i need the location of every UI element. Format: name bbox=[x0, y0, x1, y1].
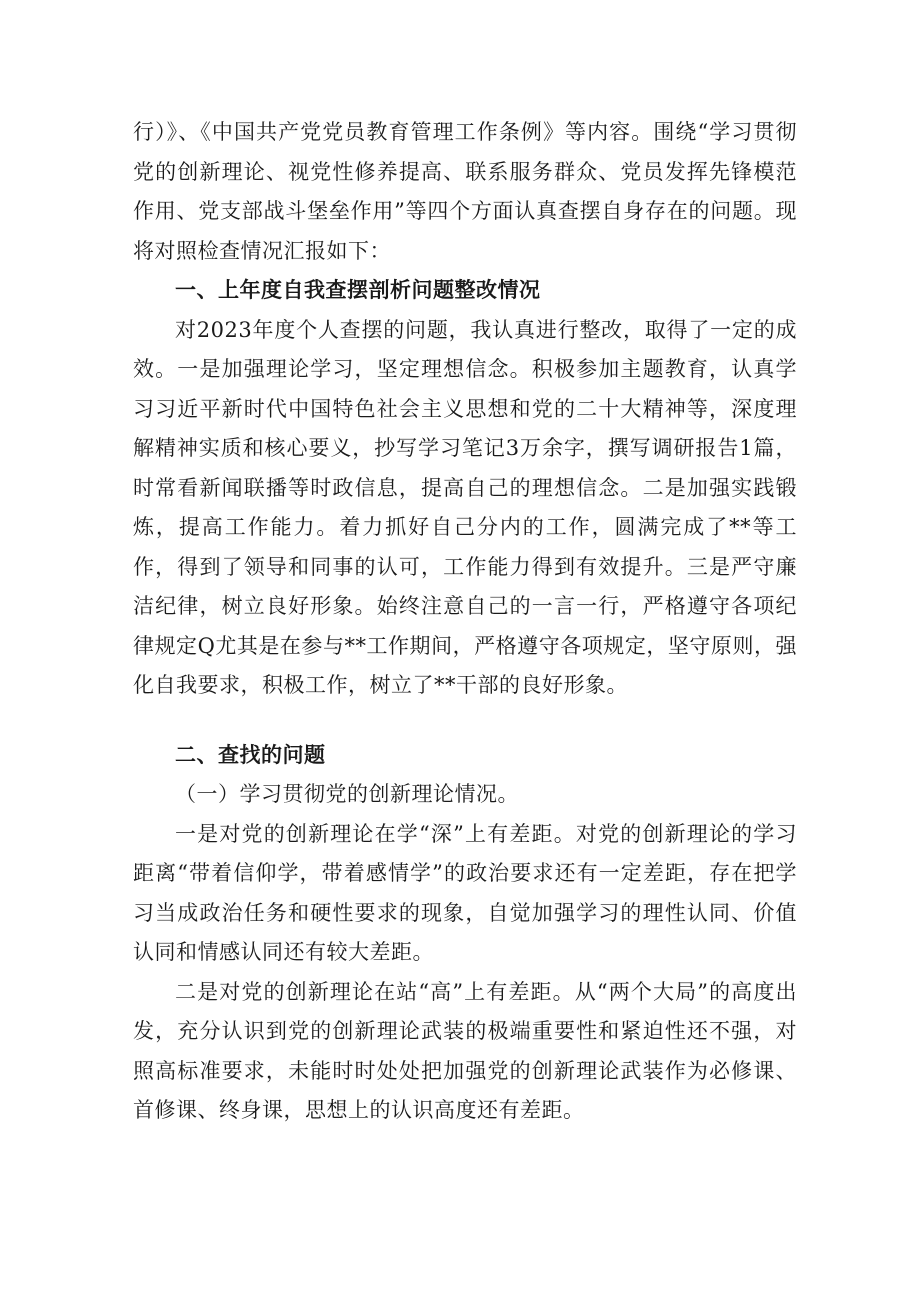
section-2-heading: 二、查找的问题 bbox=[175, 742, 326, 767]
section-1-paragraph: 对2023年度个人查摆的问题，我认真进行整改，取得了一定的成效。一是加强理论学习，坚定理想信念。积极参加主题教育，认真学习习近平新时代中国特色社会主义思想和党的二十大精神等，深度理解精神实质和核心要义，抄写学习笔记3万余字，撰写调研报告1篇，时常看新闻联播等时政信息，提高自己的理想信念。二是加强实践锻炼，提高工作能力。着力抓好自己分内的工作，圆满完成了**等工作，得到了领导和同事的认可，工作能力得到有效提升。三是严守廉洁纪律，树立良好形象。始终注意自己的一言一行，严格遵守各项纪律规定Q尤其是在参与**工作期间，严格遵守各项规定，坚守原则，强化自我要求，积极工作，树立了**干部的良好形象。 bbox=[133, 317, 797, 697]
section-1-heading: 一、上年度自我查摆剖析问题整改情况 bbox=[175, 278, 541, 302]
section-spacer bbox=[133, 706, 797, 736]
section-2-paragraph-1: 一是对党的创新理论在学“深”上有差距。对党的创新理论的学习距离“带着信仰学，带着感情学”的政治要求还有一定差距，存在把学习当成政治任务和硬性要求的现象，自觉加强学习的理性认同、价值认同和情感认同还有较大差距。 bbox=[133, 821, 797, 964]
section-2-paragraph-2: 二是对党的创新理论在站“高”上有差距。从“两个大局”的高度出发，充分认识到党的创新理论武装的极端重要性和紧迫性还不强，对照高标准要求，未能时时处处把加强党的创新理论武装作为必修课、首修课、终身课，思想上的认识高度还有差距。 bbox=[133, 979, 797, 1122]
section-2-subheading: （一）学习贯彻党的创新理论情况。 bbox=[175, 782, 519, 806]
intro-paragraph: 行）》、《中国共产党党员教育管理工作条例》等内容。围绕“学习贯彻党的创新理论、视党性修养提高、联系服务群众、党员发挥先锋模范作用、党支部战斗堡垒作用”等四个方面认真查摆自身存在的问题。现将对照检查情况汇报如下： bbox=[133, 120, 797, 263]
document-body bbox=[133, 113, 797, 1131]
